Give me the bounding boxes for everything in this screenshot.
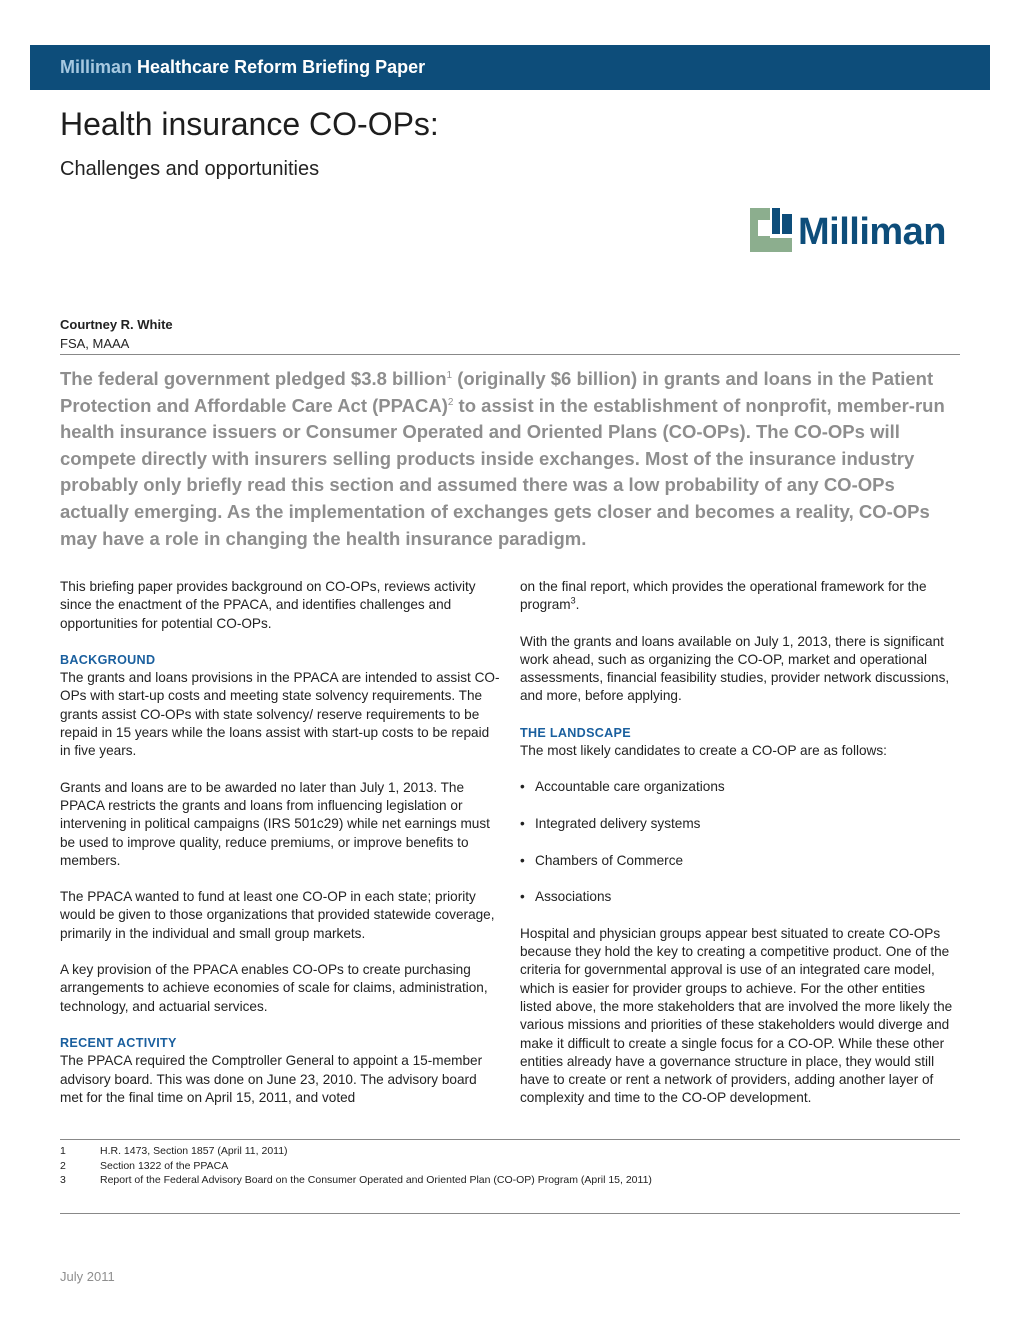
intro-text-3: to assist in the establishment of nonprofit, member-run health insurance issuers or Consumer Operated and Oriented Plans (CO-OPs). The CO-OPs will compete directly with insurers selling products inside exchanges. Most of the insurance industry probably only briefly read this section and assumed there was a low probability of any CO-OPs actually emerging. As the implementation of exchanges gets closer and becomes a reality, CO-OPs may have a role in changing the health insurance paradigm. [60,394,945,549]
intro-summary [60,366,965,552]
paragraph: The grants and loans provisions in the PPACA are intended to assist CO-OPs with start-up costs and meeting state solvency requirements. The grants assist CO-OPs with state solvency/ reserve requirements to be repaid in 15 years while the loans assist with start-up costs to be repaid in five years. [60,670,500,759]
page-subtitle: Challenges and opportunities [60,158,320,180]
paragraph [520,578,960,615]
footnote-text: H.R. 1473, Section 1857 (April 11, 2011) [100,1145,288,1157]
footnote [60,1173,960,1188]
footnotes [60,1144,960,1188]
header-brand: Milliman [60,57,133,77]
footnote-text: Section 1322 of the PPACA [100,1159,229,1172]
paragraph: A key provision of the PPACA enables CO-OPs to create purchasing arrangements to achieve economies of scale for claims, administration, technology, and actuarial services. [60,962,488,1014]
page-title: Health insurance CO-OPs: [60,106,439,142]
right-column [520,578,960,1126]
milliman-logo-icon [750,208,794,252]
milliman-wordmark: Milliman [798,211,947,253]
list-item: • Chambers of Commerce [520,852,960,870]
list-item: • Associations [520,888,960,906]
intro-text-2: (originally $6 billion) in grants and loans in the Patient Protection and Affordable Care Act (PPACA) [60,368,934,416]
divider [60,354,960,355]
list-item: • Integrated delivery systems [520,815,960,833]
paragraph: The PPACA wanted to fund at least one CO-OP in each state; priority would be given to those organizations that provided statewide coverage, primarily in the individual and small group markets. [60,889,495,941]
footnote-ref-3: 3 [570,595,576,606]
paragraph-text: on the final report, which provides the operational framework for the program [520,579,927,613]
paragraph: Hospital and physician groups appear best situated to create CO-OPs because they hold the key to creating a competitive product. One of the criteria for governmental approval is use of an integrated care model, which is easier for provider groups to achieve. For the other entities listed above, the more stakeholders that are involved the more likely the various missions and priorities of these stakeholders would diverge and make it difficult to create a single focus for a CO-OP. While these other entities already have a governance structure in place, they would still have to create or rent a network of providers, adding another layer of complexity and time to the CO-OP development. [520,925,953,1106]
bottom-divider [60,1213,960,1214]
left-column [60,578,500,1125]
author-block [60,315,173,353]
author-credentials: FSA, MAAA [60,336,130,351]
milliman-logo [750,208,962,256]
footnote-ref-2: 2 [447,396,454,408]
header-banner [30,45,990,90]
author-name: Courtney R. White [60,317,173,332]
section-heading-background: BACKGROUND [60,652,156,667]
publication-date: July 2011 [60,1269,115,1284]
candidate-list [520,778,960,906]
header-series: Healthcare Reform Briefing Paper [137,57,426,77]
paragraph-text: . [575,597,580,613]
paragraph: With the grants and loans available on July 1, 2013, there is significant work ahead, such as organizing the CO-OP, market and operational assessments, financial feasibility studies, provider network discussions, and more, before applying. [520,633,950,704]
footnote-number: 2 [60,1159,66,1172]
intro-text-1: The federal government pledged $3.8 billion [60,368,447,389]
section-heading-landscape: THE LANDSCAPE [520,725,631,740]
footnote-text: Report of the Federal Advisory Board on the Consumer Operated and Oriented Plan (CO-OP) Program (April 15, 2011) [100,1174,652,1186]
paragraph: The PPACA required the Comptroller General to appoint a 15-member advisory board. This was done on June 23, 2010. The advisory board met for the final time on April 15, 2011, and voted [60,1053,483,1105]
paragraph: This briefing paper provides background on CO-OPs, reviews activity since the enactment of the PPACA, and identifies challenges and opportunities for potential CO-OPs. [60,579,476,631]
footnote-ref-1: 1 [446,369,453,381]
footnote [60,1159,960,1174]
paragraph: The most likely candidates to create a CO-OP are as follows: [520,743,887,759]
footnote [60,1144,960,1159]
footnote-number: 1 [60,1145,66,1157]
list-item: • Accountable care organizations [520,778,960,796]
footnote-number: 3 [60,1174,66,1186]
footnote-divider [60,1139,960,1140]
paragraph: Grants and loans are to be awarded no later than July 1, 2013. The PPACA restricts the grants and loans from influencing legislation or intervening in political campaigns (IRS 501c29) while net earnings must be used to improve quality, reduce premiums, or improve benefits to members. [60,779,490,868]
section-heading-recent-activity: RECENT ACTIVITY [60,1035,177,1050]
